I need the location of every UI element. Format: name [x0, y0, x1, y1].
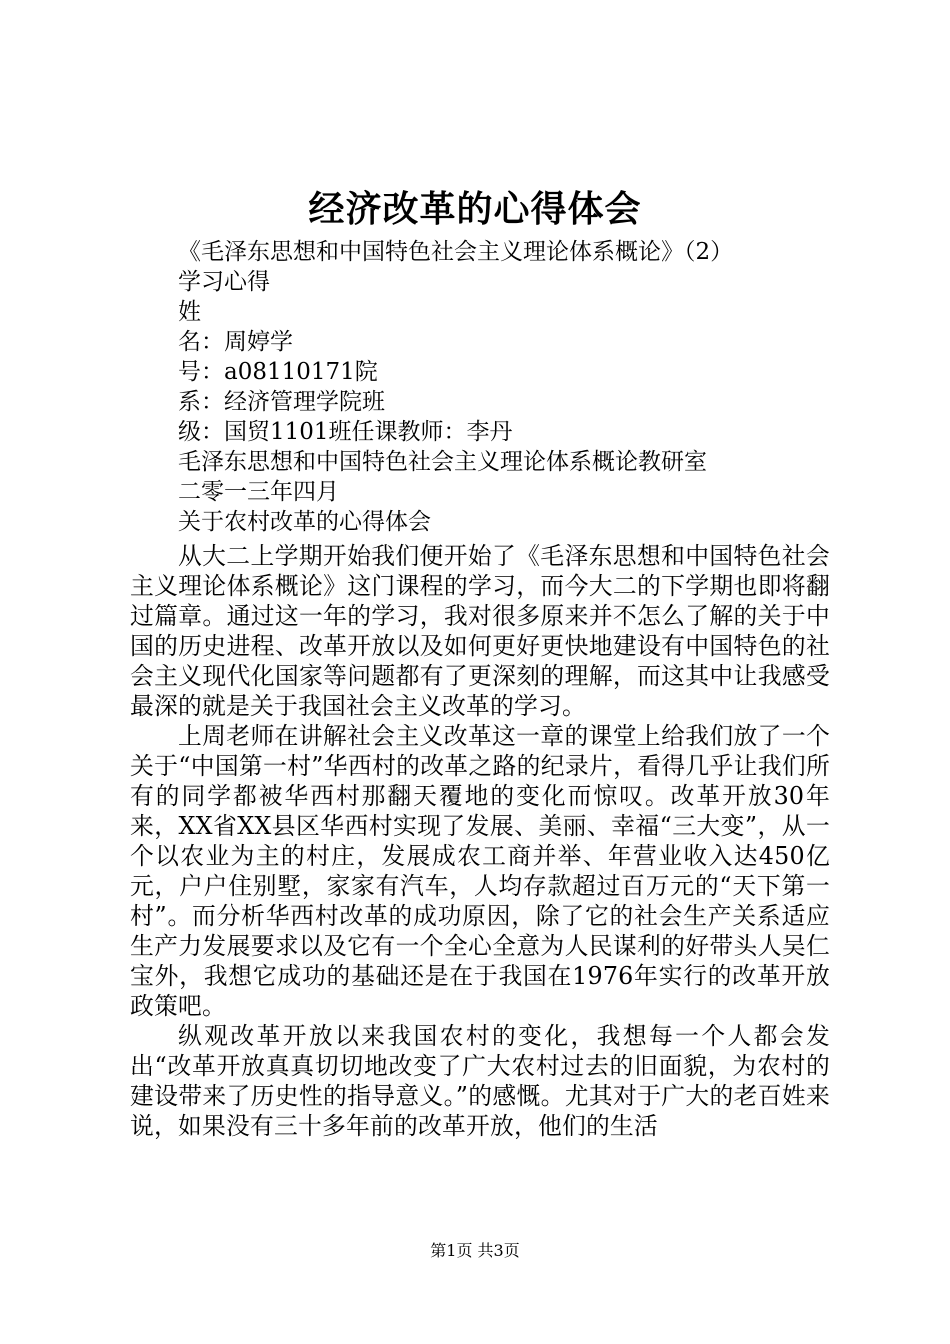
date-line: 二零一三年四月 [178, 479, 339, 505]
paragraph: 纵观改革开放以来我国农村的变化，我想每一个人都会发出“改革开放真真切切地改变了广大农村过去的旧面貌，为农村的建设带来了历史性的指导意义。”的感慨。尤其对于广大的老百姓来说，如果没有三十多年前的改革开放，他们的生活 [130, 1022, 830, 1140]
paragraph: 从大二上学期开始我们便开始了《毛泽东思想和中国特色社会主义理论体系概论》这门课程的学习，而今大二的下学期也即将翻过篇章。通过这一年的学习，我对很多原来并不怎么了解的关于中国的历史进程、改革开放以及如何更好更快地建设有中国特色的社会主义现代化国家等问题都有了更深刻的理解，而这其中让我感受最深的就是关于我国社会主义改革的学习。 [130, 542, 830, 720]
document-title: 经济改革的心得体会 [308, 188, 642, 230]
document-meta [178, 237, 838, 537]
paragraph: 上周老师在讲解社会主义改革这一章的课堂上给我们放了一个关于“中国第一村”华西村的改革之路的纪录片，看得几乎让我们所有的同学都被华西村那翻天覆地的变化而惊叹。改革开放30年来，XX省XX县区华西村实现了发展、美丽、幸福“三大变”，从一个以农业为主的村庄，发展成农工商并举、年营业收入达450亿元，户户住别墅，家家有汽车，人均存款超过百万元的“天下第一村”。而分析华西村改革的成功原因，除了它的社会生产关系适应生产力发展要求以及它有一个全心全意为人民谋利的好带头人吴仁宝外，我想它成功的基础还是在于我国在1976年实行的改革开放政策吧。 [130, 722, 830, 1020]
department-line: 系：经济管理学院班 [178, 389, 385, 415]
teaching-office-line: 毛泽东思想和中国特色社会主义理论体系概论教研室 [178, 449, 707, 475]
name-value-line: 名：周婷学 [178, 329, 293, 355]
study-notes-label: 学习心得 [178, 269, 270, 295]
class-teacher-line: 级：国贸1101班任课教师：李丹 [178, 419, 513, 445]
student-id-line: 号：a08110171院 [178, 359, 378, 385]
document-body [130, 541, 830, 1141]
name-label-line: 姓 [178, 299, 201, 325]
course-title-line: 《毛泽东思想和中国特色社会主义理论体系概论》（2） [178, 239, 734, 265]
section-heading: 关于农村改革的心得体会 [178, 509, 431, 535]
page-number-footer: 第1页 共3页 [430, 1241, 520, 1260]
